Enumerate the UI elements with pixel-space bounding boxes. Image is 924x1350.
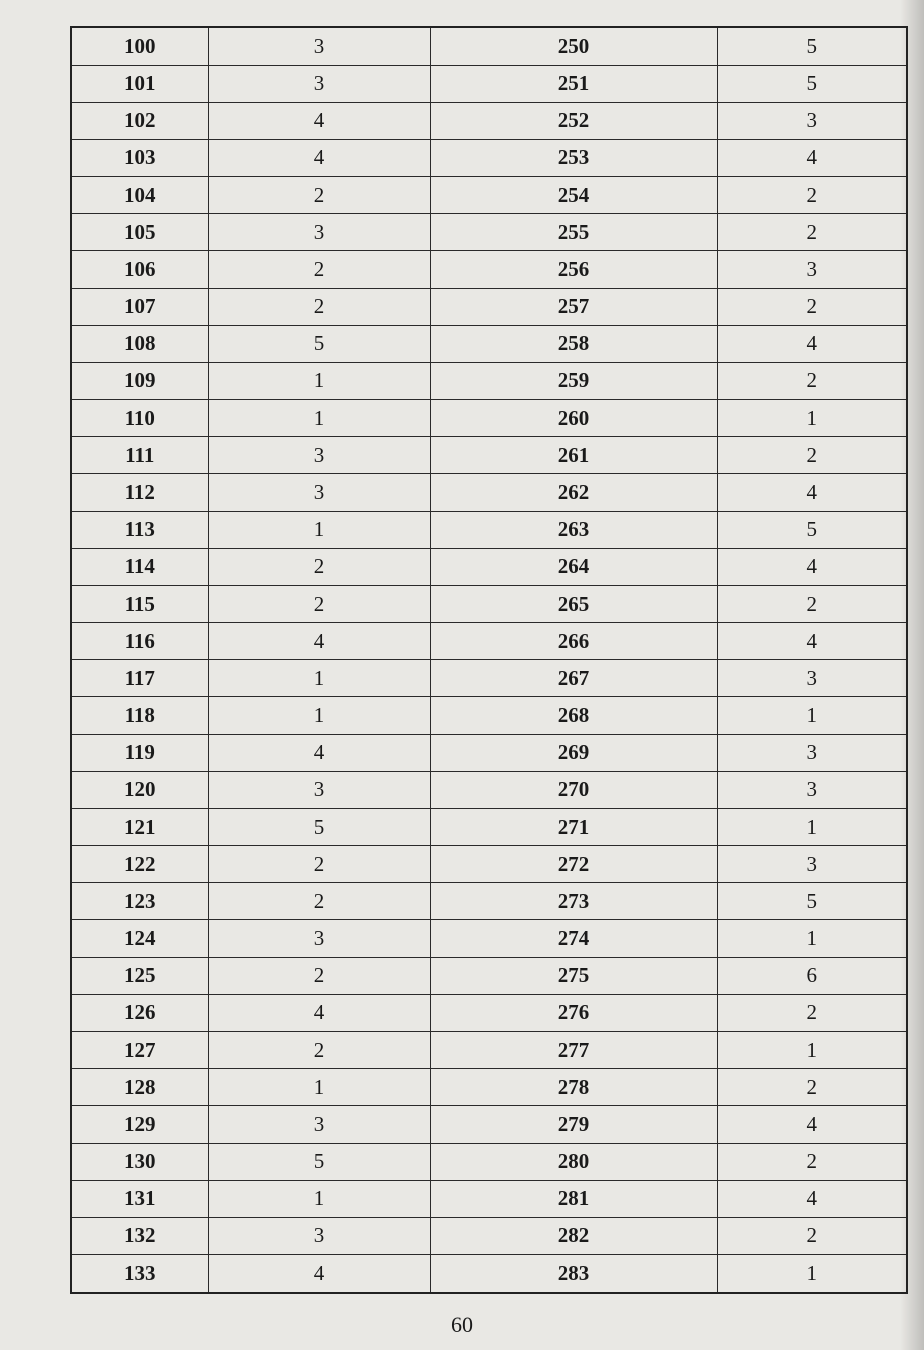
table-row xyxy=(71,325,907,362)
answer-cell: 2 xyxy=(717,1069,907,1106)
answer-cell: 3 xyxy=(208,920,430,957)
question-number-cell: 130 xyxy=(71,1143,208,1180)
question-number-cell: 118 xyxy=(71,697,208,734)
table-row xyxy=(71,1031,907,1068)
table-row xyxy=(71,177,907,214)
answer-cell: 4 xyxy=(208,102,430,139)
answer-cell: 3 xyxy=(717,771,907,808)
question-number-cell: 103 xyxy=(71,139,208,176)
question-number-cell: 272 xyxy=(430,846,717,883)
question-number-cell: 115 xyxy=(71,585,208,622)
question-number-cell: 127 xyxy=(71,1031,208,1068)
table-row xyxy=(71,27,907,65)
question-number-cell: 277 xyxy=(430,1031,717,1068)
answer-cell: 3 xyxy=(208,27,430,65)
question-number-cell: 117 xyxy=(71,660,208,697)
table-row xyxy=(71,920,907,957)
answer-cell: 1 xyxy=(717,1031,907,1068)
question-number-cell: 278 xyxy=(430,1069,717,1106)
answer-cell: 3 xyxy=(717,102,907,139)
question-number-cell: 273 xyxy=(430,883,717,920)
table-row xyxy=(71,102,907,139)
question-number-cell: 123 xyxy=(71,883,208,920)
answer-cell: 3 xyxy=(717,660,907,697)
table-row xyxy=(71,288,907,325)
answer-cell: 2 xyxy=(717,585,907,622)
answer-cell: 6 xyxy=(717,957,907,994)
table-row xyxy=(71,1255,907,1293)
question-number-cell: 259 xyxy=(430,362,717,399)
answer-cell: 3 xyxy=(208,1217,430,1254)
question-number-cell: 281 xyxy=(430,1180,717,1217)
answer-cell: 1 xyxy=(717,920,907,957)
question-number-cell: 262 xyxy=(430,474,717,511)
table-row xyxy=(71,251,907,288)
answer-cell: 5 xyxy=(208,325,430,362)
question-number-cell: 261 xyxy=(430,437,717,474)
table-row xyxy=(71,362,907,399)
question-number-cell: 128 xyxy=(71,1069,208,1106)
answer-cell: 4 xyxy=(717,1106,907,1143)
question-number-cell: 129 xyxy=(71,1106,208,1143)
answer-cell: 1 xyxy=(208,1180,430,1217)
answer-cell: 1 xyxy=(208,697,430,734)
question-number-cell: 133 xyxy=(71,1255,208,1293)
table-row xyxy=(71,771,907,808)
answer-cell: 4 xyxy=(208,994,430,1031)
table-row xyxy=(71,697,907,734)
table-row xyxy=(71,846,907,883)
question-number-cell: 110 xyxy=(71,400,208,437)
answer-cell: 3 xyxy=(208,65,430,102)
table-row xyxy=(71,511,907,548)
question-number-cell: 100 xyxy=(71,27,208,65)
question-number-cell: 124 xyxy=(71,920,208,957)
answer-cell: 3 xyxy=(208,1106,430,1143)
question-number-cell: 275 xyxy=(430,957,717,994)
question-number-cell: 108 xyxy=(71,325,208,362)
question-number-cell: 270 xyxy=(430,771,717,808)
answer-cell: 2 xyxy=(208,288,430,325)
question-number-cell: 125 xyxy=(71,957,208,994)
question-number-cell: 251 xyxy=(430,65,717,102)
question-number-cell: 269 xyxy=(430,734,717,771)
question-number-cell: 104 xyxy=(71,177,208,214)
question-number-cell: 112 xyxy=(71,474,208,511)
question-number-cell: 282 xyxy=(430,1217,717,1254)
table-row xyxy=(71,585,907,622)
answer-cell: 1 xyxy=(208,511,430,548)
question-number-cell: 263 xyxy=(430,511,717,548)
table-row xyxy=(71,883,907,920)
answer-cell: 2 xyxy=(208,251,430,288)
question-number-cell: 106 xyxy=(71,251,208,288)
table-row xyxy=(71,994,907,1031)
answer-cell: 4 xyxy=(717,325,907,362)
answer-cell: 2 xyxy=(717,214,907,251)
answer-cell: 4 xyxy=(208,1255,430,1293)
answer-cell: 2 xyxy=(717,994,907,1031)
answer-cell: 1 xyxy=(717,1255,907,1293)
answer-cell: 1 xyxy=(717,400,907,437)
answer-cell: 2 xyxy=(208,1031,430,1068)
question-number-cell: 131 xyxy=(71,1180,208,1217)
answer-cell: 5 xyxy=(717,65,907,102)
answer-cell: 5 xyxy=(717,27,907,65)
question-number-cell: 276 xyxy=(430,994,717,1031)
answer-cell: 4 xyxy=(717,623,907,660)
question-number-cell: 265 xyxy=(430,585,717,622)
answer-cell: 2 xyxy=(208,177,430,214)
table-row xyxy=(71,1143,907,1180)
question-number-cell: 105 xyxy=(71,214,208,251)
question-number-cell: 256 xyxy=(430,251,717,288)
answer-cell: 1 xyxy=(208,362,430,399)
answer-cell: 2 xyxy=(717,437,907,474)
table-row xyxy=(71,1180,907,1217)
table-row xyxy=(71,660,907,697)
table-row xyxy=(71,400,907,437)
answer-cell: 4 xyxy=(717,139,907,176)
answer-key-rows xyxy=(71,27,907,1293)
question-number-cell: 264 xyxy=(430,548,717,585)
answer-cell: 5 xyxy=(717,511,907,548)
answer-cell: 4 xyxy=(717,548,907,585)
answer-cell: 3 xyxy=(717,846,907,883)
question-number-cell: 267 xyxy=(430,660,717,697)
answer-cell: 2 xyxy=(717,1143,907,1180)
table-row xyxy=(71,214,907,251)
table-row xyxy=(71,734,907,771)
question-number-cell: 280 xyxy=(430,1143,717,1180)
question-number-cell: 252 xyxy=(430,102,717,139)
question-number-cell: 271 xyxy=(430,808,717,845)
answer-cell: 2 xyxy=(717,1217,907,1254)
table-row xyxy=(71,1106,907,1143)
question-number-cell: 268 xyxy=(430,697,717,734)
question-number-cell: 126 xyxy=(71,994,208,1031)
question-number-cell: 107 xyxy=(71,288,208,325)
question-number-cell: 250 xyxy=(430,27,717,65)
page-number: 60 xyxy=(451,1312,473,1337)
table-row xyxy=(71,437,907,474)
answer-cell: 5 xyxy=(208,1143,430,1180)
answer-cell: 3 xyxy=(208,214,430,251)
question-number-cell: 113 xyxy=(71,511,208,548)
answer-cell: 5 xyxy=(208,808,430,845)
table-row xyxy=(71,957,907,994)
answer-cell: 3 xyxy=(717,251,907,288)
answer-cell: 2 xyxy=(208,957,430,994)
answer-cell: 2 xyxy=(717,362,907,399)
question-number-cell: 114 xyxy=(71,548,208,585)
answer-cell: 2 xyxy=(717,177,907,214)
table-row xyxy=(71,623,907,660)
answer-cell: 1 xyxy=(208,400,430,437)
question-number-cell: 253 xyxy=(430,139,717,176)
table-row xyxy=(71,1069,907,1106)
answer-cell: 2 xyxy=(717,288,907,325)
question-number-cell: 283 xyxy=(430,1255,717,1293)
answer-cell: 3 xyxy=(208,437,430,474)
answer-cell: 1 xyxy=(717,697,907,734)
question-number-cell: 257 xyxy=(430,288,717,325)
answer-cell: 2 xyxy=(208,585,430,622)
table-row xyxy=(71,808,907,845)
question-number-cell: 255 xyxy=(430,214,717,251)
question-number-cell: 119 xyxy=(71,734,208,771)
question-number-cell: 120 xyxy=(71,771,208,808)
question-number-cell: 121 xyxy=(71,808,208,845)
answer-cell: 1 xyxy=(208,660,430,697)
question-number-cell: 279 xyxy=(430,1106,717,1143)
answer-cell: 5 xyxy=(717,883,907,920)
question-number-cell: 258 xyxy=(430,325,717,362)
question-number-cell: 122 xyxy=(71,846,208,883)
answer-cell: 4 xyxy=(717,474,907,511)
answer-cell: 3 xyxy=(208,474,430,511)
question-number-cell: 109 xyxy=(71,362,208,399)
answer-cell: 1 xyxy=(208,1069,430,1106)
table-row xyxy=(71,548,907,585)
table-row xyxy=(71,65,907,102)
question-number-cell: 266 xyxy=(430,623,717,660)
answer-cell: 1 xyxy=(717,808,907,845)
answer-cell: 3 xyxy=(717,734,907,771)
question-number-cell: 132 xyxy=(71,1217,208,1254)
question-number-cell: 101 xyxy=(71,65,208,102)
question-number-cell: 111 xyxy=(71,437,208,474)
table-row xyxy=(71,474,907,511)
answer-cell: 3 xyxy=(208,771,430,808)
question-number-cell: 274 xyxy=(430,920,717,957)
answer-cell: 2 xyxy=(208,846,430,883)
question-number-cell: 254 xyxy=(430,177,717,214)
answer-cell: 2 xyxy=(208,548,430,585)
question-number-cell: 260 xyxy=(430,400,717,437)
answer-cell: 4 xyxy=(717,1180,907,1217)
question-number-cell: 116 xyxy=(71,623,208,660)
table-row xyxy=(71,139,907,176)
answer-cell: 2 xyxy=(208,883,430,920)
answer-key-table xyxy=(70,26,908,1294)
answer-cell: 4 xyxy=(208,623,430,660)
question-number-cell: 102 xyxy=(71,102,208,139)
answer-cell: 4 xyxy=(208,734,430,771)
answer-cell: 4 xyxy=(208,139,430,176)
table-row xyxy=(71,1217,907,1254)
